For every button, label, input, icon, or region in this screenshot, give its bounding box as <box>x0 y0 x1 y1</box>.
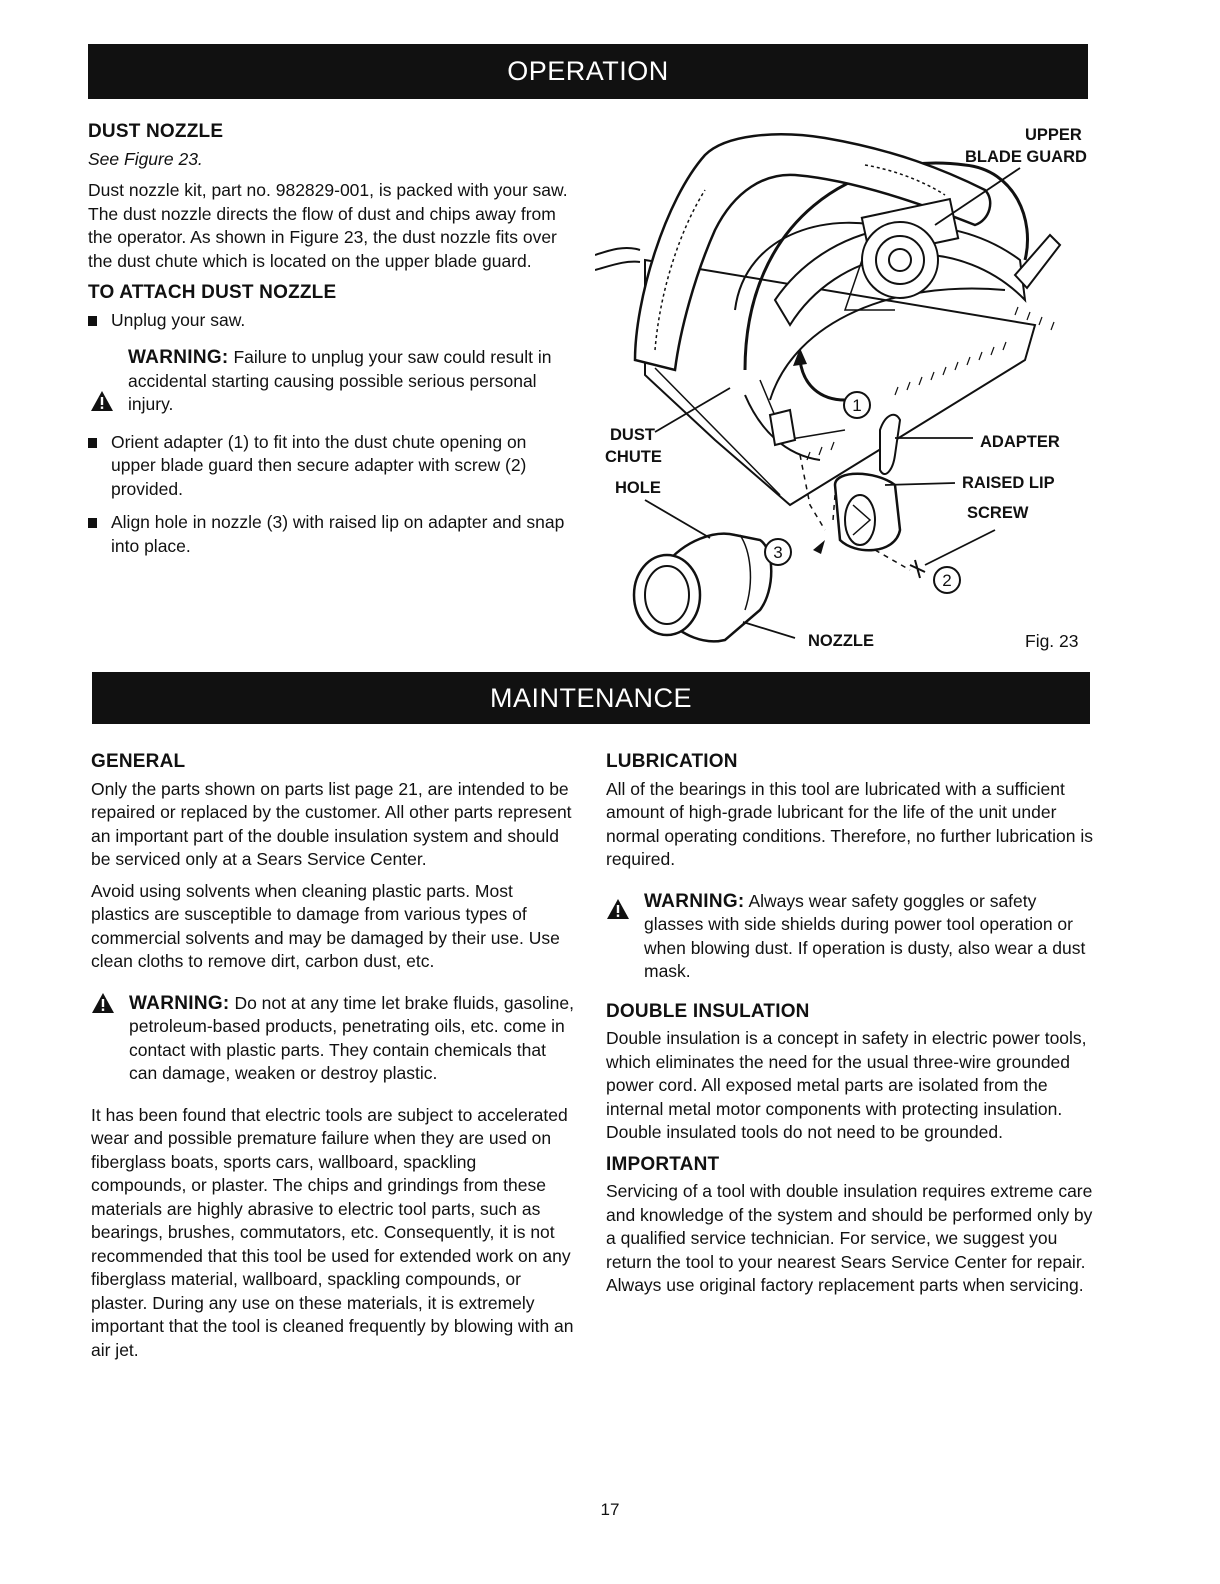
safety-goggles-warning <box>606 890 1096 984</box>
saw-illustration <box>595 134 1060 641</box>
general-paragraph-2: Avoid using solvents when cleaning plastic parts. Most plastics are susceptible to damage from various types of commercial solvents and may be damaged by their use. Use clean cloths to remove dirt, carbon dust, etc. <box>91 880 560 971</box>
operation-section <box>88 120 568 568</box>
bullet-text: Align hole in nozzle (3) with raised lip on adapter and snap into place. <box>111 512 565 556</box>
warning-label: WARNING: <box>129 992 230 1014</box>
see-figure-note: See Figure 23. <box>88 148 203 169</box>
callout-3-number: 3 <box>773 543 783 562</box>
bullet-align-hole <box>88 511 568 558</box>
bullet-square-icon <box>88 438 97 448</box>
bullet-text: Orient adapter (1) to fit into the dust chute opening on upper blade guard then secure adapter with screw (2) provided. <box>111 431 527 499</box>
lubrication-paragraph: All of the bearings in this tool are lubricated with a sufficient amount of high-grade lubricant for the life of the unit under normal operating conditions. Therefore, no further lubrication is required. <box>606 778 1094 869</box>
general-heading: GENERAL <box>91 751 186 772</box>
label-hole: HOLE <box>615 479 661 497</box>
warning-text: Do not at any time let brake fluids, gasoline, petroleum-based products, penetrating oils, etc. come in contact with plastic parts. They contain chemicals that can damage, weaken or destroy plastic. <box>129 992 574 1083</box>
double-insulation-paragraph: Double insulation is a concept in safety in electric power tools, which eliminates the need for the usual three-wire grounded power cord. All exposed metal parts are isolated from the internal metal motor components with protecting insulation. Double insulated tools do not need to be grounded. <box>606 1028 1087 1142</box>
operation-banner-title: OPERATION <box>507 56 669 86</box>
label-screw: SCREW <box>967 504 1029 522</box>
warning-text: Always wear safety goggles or safety glasses with side shields during power tool operation or when blowing dust. If operation is dusty, also wear a dust mask. <box>644 890 1086 981</box>
unplug-warning <box>90 346 568 417</box>
maintenance-banner <box>92 672 1090 724</box>
warning-text: Failure to unplug your saw could result in accidental starting causing possible serious personal injury. <box>128 347 552 414</box>
label-raised-lip: RAISED LIP <box>962 474 1055 492</box>
solvents-warning <box>91 992 576 1086</box>
attach-nozzle-heading: TO ATTACH DUST NOZZLE <box>88 282 337 303</box>
warning-label: WARNING: <box>128 347 229 368</box>
figure-23-saw-diagram <box>595 110 1100 660</box>
label-upper: UPPER <box>1025 126 1082 144</box>
bullet-orient-adapter <box>88 431 568 502</box>
lubrication-heading: LUBRICATION <box>606 751 738 772</box>
warning-label: WARNING: <box>644 890 745 912</box>
label-chute: CHUTE <box>605 448 662 466</box>
dust-nozzle-intro: Dust nozzle kit, part no. 982829-001, is packed with your saw. The dust nozzle directs the flow of dust and chips away from the operator. As shown in Figure 23, the dust nozzle fits over the dust chute which is located on the upper blade guard. <box>88 180 568 271</box>
bullet-text: Unplug your saw. <box>111 309 246 330</box>
important-paragraph: Servicing of a tool with double insulation requires extreme care and knowledge of the system and should be performed only by a qualified service technician. For service, we suggest you return the tool to your nearest Sears Service Center for repair. Always use original factory replacement parts when servicing. <box>606 1181 1093 1295</box>
label-nozzle: NOZZLE <box>808 632 874 650</box>
maintenance-banner-title: MAINTENANCE <box>489 682 692 713</box>
double-insulation-heading: DOUBLE INSULATION <box>606 1000 810 1022</box>
lubrication-section <box>606 750 1096 1306</box>
bullet-square-icon <box>88 518 97 528</box>
warning-triangle-icon <box>90 390 114 412</box>
warning-triangle-icon <box>606 898 630 920</box>
general-paragraph-1: Only the parts shown on parts list page 21, are intended to be repaired or replaced by the customer. All other parts represent an important part of the double insulation system and should be serviced only at a Sears Service Center. <box>91 778 572 869</box>
bullet-square-icon <box>88 316 97 326</box>
callout-2-number: 2 <box>942 571 952 590</box>
figure-caption: Fig. 23 <box>1025 631 1079 651</box>
warning-triangle-icon <box>91 992 115 1014</box>
general-section <box>91 750 576 1370</box>
general-paragraph-3: It has been found that electric tools are subject to accelerated wear and possible premature failure when they are used on fiberglass boats, sports cars, wallboard, spackling compounds, or plaster. The chips and grindings from these materials are highly abrasive to electric tool parts, such as bearings, brushes, commutators, etc. Consequently, it is not recommended that this tool be used for extended work on any fiberglass material, wallboard, spackling compounds, or plaster. During any use on these materials, it is extremely important that the tool is cleaned frequently by blowing with an air jet. <box>91 1104 574 1360</box>
important-heading: IMPORTANT <box>606 1153 720 1175</box>
label-adapter: ADAPTER <box>980 433 1060 451</box>
operation-banner <box>88 44 1088 99</box>
callout-1-number: 1 <box>852 396 862 415</box>
label-dust: DUST <box>610 426 655 444</box>
dust-nozzle-heading: DUST NOZZLE <box>88 121 224 142</box>
label-blade-guard: BLADE GUARD <box>965 148 1087 166</box>
page-number: 17 <box>600 1500 620 1519</box>
bullet-unplug <box>88 309 568 333</box>
